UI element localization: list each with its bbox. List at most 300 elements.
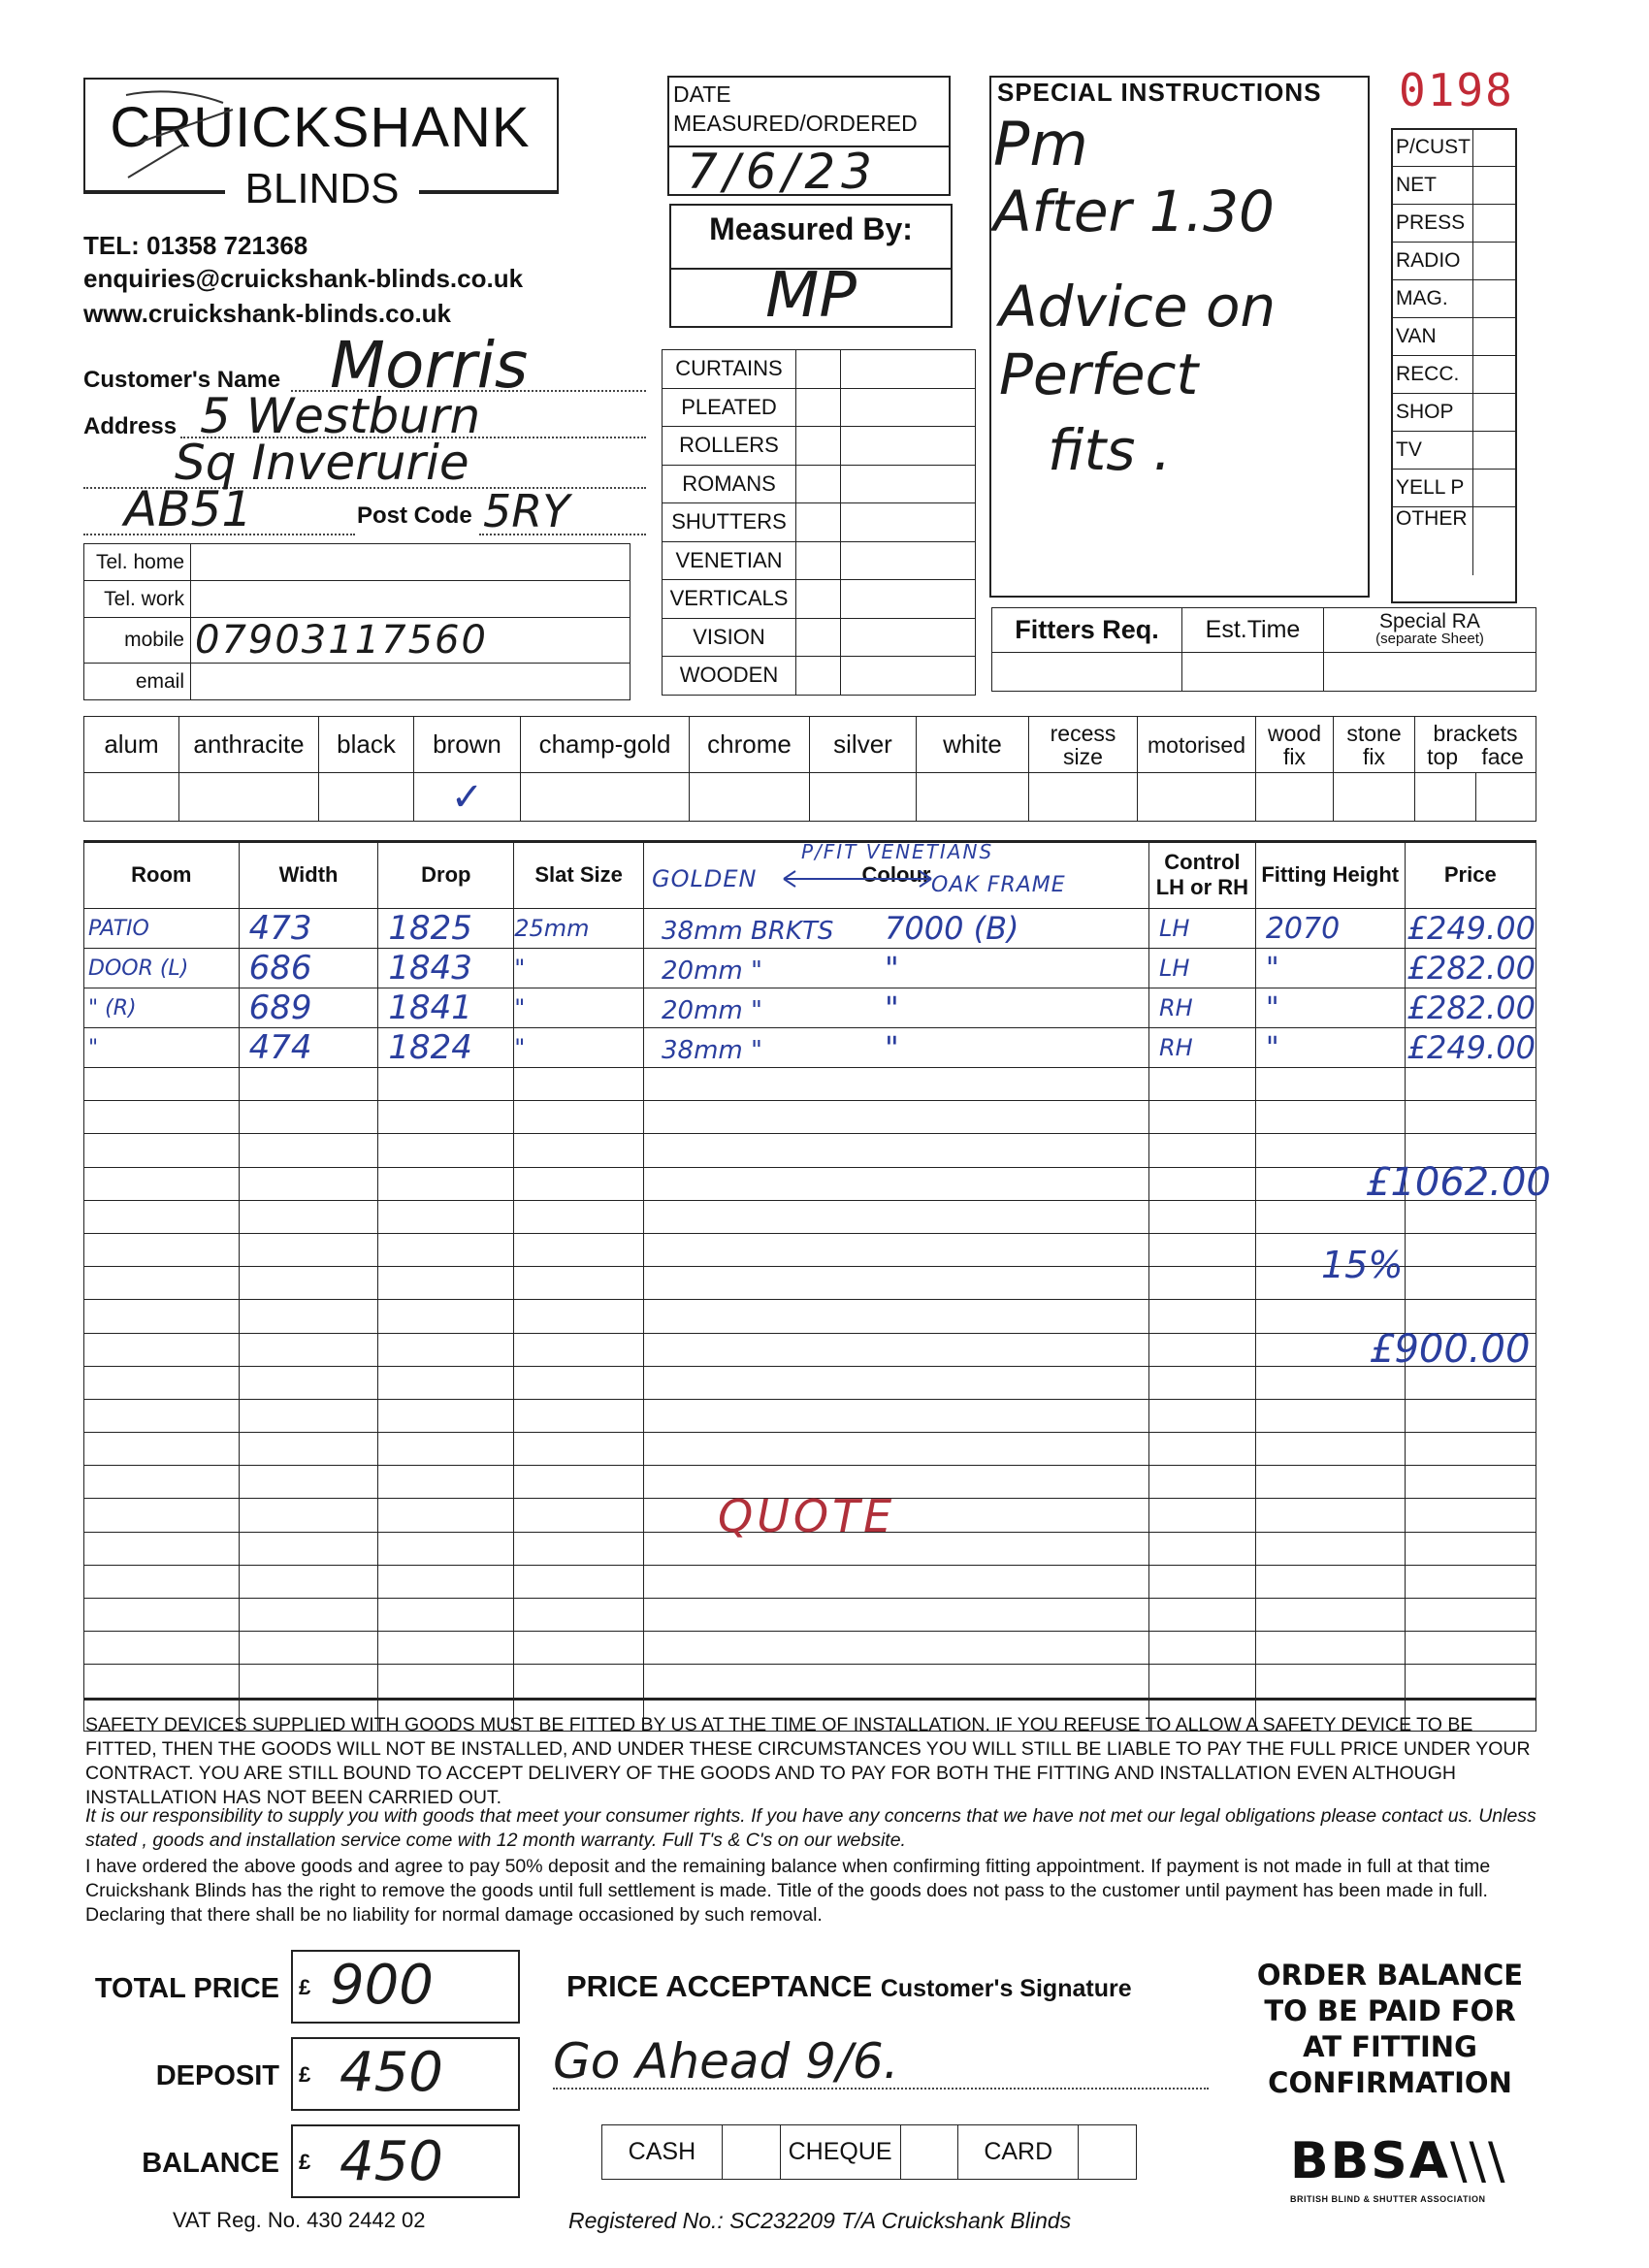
- product-notes[interactable]: [841, 350, 976, 389]
- empty-cell[interactable]: [644, 1200, 1149, 1233]
- balance-value[interactable]: 450: [340, 2130, 443, 2193]
- empty-cell[interactable]: [644, 1599, 1149, 1632]
- empty-cell[interactable]: [1255, 1399, 1405, 1432]
- table-row: [84, 1366, 1536, 1399]
- empty-cell[interactable]: [1255, 1433, 1405, 1466]
- empty-cell[interactable]: [239, 1499, 378, 1532]
- empty-cell[interactable]: [1255, 1466, 1405, 1499]
- empty-cell[interactable]: [239, 1433, 378, 1466]
- empty-cell[interactable]: [84, 1333, 240, 1366]
- product-check[interactable]: [796, 541, 841, 580]
- empty-cell[interactable]: [1148, 1333, 1255, 1366]
- empty-cell[interactable]: [1255, 1068, 1405, 1101]
- empty-cell[interactable]: [514, 1134, 644, 1167]
- empty-cell[interactable]: [84, 1366, 240, 1399]
- empty-cell[interactable]: [1405, 1665, 1536, 1698]
- empty-cell[interactable]: [84, 1068, 240, 1101]
- cell-price[interactable]: £282.00: [1405, 988, 1536, 1028]
- fitters-req-label: Fitters Req.: [992, 608, 1182, 653]
- grid-header-width: Width: [239, 841, 378, 909]
- empty-cell[interactable]: [1148, 1466, 1255, 1499]
- address-label: Address: [83, 413, 178, 439]
- product-row: [663, 350, 976, 389]
- colour-arrow-icon: [776, 863, 941, 892]
- empty-cell[interactable]: [1148, 1399, 1255, 1432]
- empty-cell[interactable]: [514, 1300, 644, 1333]
- empty-cell[interactable]: [378, 1101, 514, 1134]
- discount-note: 15%: [1321, 1244, 1404, 1286]
- company-tel: TEL: 01358 721368: [83, 231, 308, 260]
- empty-cell[interactable]: [644, 1233, 1149, 1266]
- empty-cell[interactable]: [1405, 1399, 1536, 1432]
- empty-cell[interactable]: [1148, 1267, 1255, 1300]
- wood-fix-value[interactable]: [1256, 773, 1334, 822]
- empty-cell[interactable]: [84, 1200, 240, 1233]
- empty-cell[interactable]: [239, 1599, 378, 1632]
- empty-cell[interactable]: [1148, 1599, 1255, 1632]
- cell-price[interactable]: £249.00: [1405, 1028, 1536, 1068]
- payment-method-check-cash[interactable]: [722, 2125, 780, 2180]
- payment-method-check-card[interactable]: [1079, 2125, 1137, 2180]
- colour-option-chrome: chrome: [690, 717, 810, 773]
- company-email[interactable]: enquiries@cruickshank-blinds.co.uk: [83, 264, 524, 293]
- product-notes[interactable]: [841, 657, 976, 696]
- empty-cell[interactable]: [644, 1632, 1149, 1665]
- empty-cell[interactable]: [378, 1632, 514, 1665]
- colour-check-silver[interactable]: [810, 773, 917, 822]
- empty-cell[interactable]: [1405, 1565, 1536, 1598]
- grid-header-slat-size: Slat Size: [514, 841, 644, 909]
- motorised-label: motorised: [1138, 717, 1256, 773]
- mobile-value[interactable]: 07903117560: [191, 618, 630, 664]
- empty-cell[interactable]: [378, 1233, 514, 1266]
- product-row: [663, 503, 976, 542]
- product-notes[interactable]: [841, 427, 976, 466]
- empty-cell[interactable]: [84, 1532, 240, 1565]
- table-row: [84, 1599, 1536, 1632]
- empty-cell[interactable]: [378, 1433, 514, 1466]
- empty-cell[interactable]: [1255, 1632, 1405, 1665]
- date-value[interactable]: 7/6/23: [687, 144, 878, 200]
- date-label-1: DATE: [673, 81, 731, 107]
- empty-cell[interactable]: [378, 1167, 514, 1200]
- vat-number: VAT Reg. No. 430 2442 02: [173, 2208, 426, 2232]
- empty-cell[interactable]: [1148, 1632, 1255, 1665]
- empty-cell[interactable]: [1255, 1565, 1405, 1598]
- empty-cell[interactable]: [1405, 1200, 1536, 1233]
- mobile-label: mobile: [84, 618, 191, 664]
- legal-terms: I have ordered the above goods and agree to pay 50% deposit and the remaining balance when confirming fitting appointment. If payment is not made in full at that time Cruickshank Blinds has the right to remove the goods until full settlement is made. Title of the goods does not pass to the customer until payment has been made in full. Declaring that there shall be no liability for normal damage occasioned by such removal.: [85, 1856, 1491, 1926]
- cell-colour[interactable]: [644, 909, 1149, 949]
- total-price-value[interactable]: 900: [330, 1954, 434, 2017]
- product-notes[interactable]: [841, 465, 976, 503]
- cell-room[interactable]: PATIO: [84, 909, 240, 949]
- cell-control[interactable]: LH: [1148, 949, 1255, 988]
- brackets-face-value[interactable]: [1475, 773, 1536, 822]
- empty-cell[interactable]: [1405, 1599, 1536, 1632]
- empty-cell[interactable]: [378, 1399, 514, 1432]
- balance-label: BALANCE: [142, 2148, 279, 2179]
- empty-cell[interactable]: [378, 1068, 514, 1101]
- instruction-line-4[interactable]: Perfect: [999, 341, 1199, 407]
- measured-by-label: Measured By:: [709, 211, 913, 246]
- empty-cell[interactable]: [239, 1300, 378, 1333]
- table-row: [84, 1300, 1536, 1333]
- cell-drop[interactable]: 1825: [378, 909, 514, 949]
- empty-cell[interactable]: [378, 1366, 514, 1399]
- colour-options: [83, 716, 1536, 822]
- special-ra-value[interactable]: [1324, 653, 1536, 692]
- payment-method-check-cheque[interactable]: [900, 2125, 958, 2180]
- empty-cell[interactable]: [1148, 1665, 1255, 1698]
- empty-cell[interactable]: [239, 1167, 378, 1200]
- empty-cell[interactable]: [239, 1233, 378, 1266]
- postcode-value[interactable]: 5RY: [483, 485, 570, 537]
- empty-cell[interactable]: [378, 1466, 514, 1499]
- empty-cell[interactable]: [1148, 1300, 1255, 1333]
- empty-cell[interactable]: [514, 1233, 644, 1266]
- empty-cell[interactable]: [514, 1200, 644, 1233]
- grid-header-fitting-height: Fitting Height: [1255, 841, 1405, 909]
- empty-cell[interactable]: [84, 1167, 240, 1200]
- empty-cell[interactable]: [84, 1134, 240, 1167]
- empty-cell[interactable]: [514, 1333, 644, 1366]
- empty-cell[interactable]: [239, 1134, 378, 1167]
- cell-drop[interactable]: 1824: [378, 1028, 514, 1068]
- est-time-value[interactable]: [1182, 653, 1324, 692]
- empty-cell[interactable]: [1405, 1233, 1536, 1266]
- cell-width[interactable]: 473: [239, 909, 378, 949]
- product-row: [663, 465, 976, 503]
- empty-cell[interactable]: [1148, 1366, 1255, 1399]
- product-check[interactable]: [796, 503, 841, 542]
- instruction-line-5[interactable]: fits .: [1048, 417, 1172, 483]
- empty-cell[interactable]: [644, 1399, 1149, 1432]
- recess-size-label: recess size: [1029, 717, 1138, 773]
- empty-cell[interactable]: [644, 1333, 1149, 1366]
- table-row: [84, 988, 1536, 1028]
- recess-size-value[interactable]: [1029, 773, 1138, 822]
- source-label: PRESS: [1392, 205, 1473, 243]
- product-check[interactable]: [796, 618, 841, 657]
- empty-cell[interactable]: [1255, 1200, 1405, 1233]
- source-list-frame: [1391, 128, 1517, 603]
- product-check[interactable]: [796, 388, 841, 427]
- empty-cell[interactable]: [1255, 1532, 1405, 1565]
- empty-cell[interactable]: [514, 1665, 644, 1698]
- empty-cell[interactable]: [1148, 1433, 1255, 1466]
- cell-control[interactable]: RH: [1148, 1028, 1255, 1068]
- empty-cell[interactable]: [378, 1134, 514, 1167]
- cell-fitting-height[interactable]: 2070: [1255, 909, 1405, 949]
- empty-cell[interactable]: [514, 1267, 644, 1300]
- empty-cell[interactable]: [1405, 1267, 1536, 1300]
- postcode-label: Post Code: [357, 502, 472, 529]
- special-ra-label: Special RA: [1379, 609, 1480, 632]
- cell-width[interactable]: 689: [239, 988, 378, 1028]
- empty-cell[interactable]: [1255, 1101, 1405, 1134]
- empty-cell[interactable]: [84, 1665, 240, 1698]
- empty-cell[interactable]: [644, 1300, 1149, 1333]
- brackets-top-value[interactable]: [1415, 773, 1476, 822]
- empty-cell[interactable]: [378, 1267, 514, 1300]
- empty-cell[interactable]: [84, 1101, 240, 1134]
- empty-cell[interactable]: [1255, 1665, 1405, 1698]
- empty-cell[interactable]: [644, 1366, 1149, 1399]
- colour-annotation-right: OAK FRAME: [931, 873, 1066, 897]
- empty-cell[interactable]: [1148, 1499, 1255, 1532]
- table-row: [84, 1167, 1536, 1200]
- source-label: MAG.: [1392, 280, 1473, 318]
- empty-cell[interactable]: [84, 1499, 240, 1532]
- empty-cell[interactable]: [84, 1565, 240, 1598]
- empty-cell[interactable]: [378, 1532, 514, 1565]
- product-label: WOODEN: [663, 657, 796, 696]
- logo-name-top: CRUICKSHANK: [110, 96, 531, 159]
- empty-cell[interactable]: [378, 1200, 514, 1233]
- product-check[interactable]: [796, 350, 841, 389]
- cell-fitting-height[interactable]: ": [1255, 949, 1405, 988]
- address-value-3[interactable]: AB51: [124, 481, 253, 537]
- product-check[interactable]: [796, 657, 841, 696]
- product-check[interactable]: [796, 465, 841, 503]
- empty-cell[interactable]: [514, 1366, 644, 1399]
- email-value[interactable]: [191, 664, 630, 700]
- empty-cell[interactable]: [644, 1433, 1149, 1466]
- empty-cell[interactable]: [84, 1599, 240, 1632]
- cell-control[interactable]: RH: [1148, 988, 1255, 1028]
- address-value-1[interactable]: 5 Westburn: [200, 388, 481, 444]
- empty-cell[interactable]: [239, 1565, 378, 1598]
- empty-cell[interactable]: [1255, 1599, 1405, 1632]
- empty-cell[interactable]: [239, 1366, 378, 1399]
- empty-cell[interactable]: [514, 1433, 644, 1466]
- empty-cell[interactable]: [1148, 1532, 1255, 1565]
- table-row: [84, 1267, 1536, 1300]
- phone-table: [83, 543, 630, 700]
- fitters-req-value[interactable]: [992, 653, 1182, 692]
- empty-cell[interactable]: [514, 1167, 644, 1200]
- empty-cell[interactable]: [514, 1632, 644, 1665]
- empty-cell[interactable]: [84, 1300, 240, 1333]
- empty-cell[interactable]: [1148, 1101, 1255, 1134]
- table-row: [84, 1028, 1536, 1068]
- motorised-value[interactable]: [1138, 773, 1256, 822]
- empty-cell[interactable]: [239, 1200, 378, 1233]
- empty-cell[interactable]: [514, 1068, 644, 1101]
- cell-width[interactable]: 474: [239, 1028, 378, 1068]
- empty-cell[interactable]: [1255, 1499, 1405, 1532]
- empty-cell[interactable]: [514, 1499, 644, 1532]
- colour-option-champ-gold: champ-gold: [521, 717, 690, 773]
- empty-cell[interactable]: [644, 1134, 1149, 1167]
- empty-cell[interactable]: [239, 1532, 378, 1565]
- wood-fix-label: wood fix: [1256, 717, 1334, 773]
- empty-cell[interactable]: [378, 1300, 514, 1333]
- empty-cell[interactable]: [1405, 1101, 1536, 1134]
- empty-cell[interactable]: [239, 1068, 378, 1101]
- empty-cell[interactable]: [644, 1101, 1149, 1134]
- total-price-label: TOTAL PRICE: [94, 1973, 279, 2004]
- empty-cell[interactable]: [84, 1466, 240, 1499]
- instruction-line-1[interactable]: Pm: [993, 109, 1088, 179]
- empty-cell[interactable]: [84, 1632, 240, 1665]
- product-notes[interactable]: [841, 388, 976, 427]
- empty-cell[interactable]: [239, 1665, 378, 1698]
- customer-name-value[interactable]: Morris: [330, 328, 529, 403]
- cell-drop[interactable]: 1843: [378, 949, 514, 988]
- bbsa-slashes-icon: \\\: [1449, 2132, 1507, 2190]
- product-label: VERTICALS: [663, 580, 796, 619]
- empty-cell[interactable]: [1405, 1068, 1536, 1101]
- table-row: [84, 1433, 1536, 1466]
- empty-cell[interactable]: [514, 1532, 644, 1565]
- product-check[interactable]: [796, 580, 841, 619]
- empty-cell[interactable]: [514, 1466, 644, 1499]
- empty-cell[interactable]: [378, 1333, 514, 1366]
- empty-cell[interactable]: [84, 1433, 240, 1466]
- empty-cell[interactable]: [1405, 1499, 1536, 1532]
- empty-cell[interactable]: [644, 1565, 1149, 1598]
- empty-cell[interactable]: [378, 1565, 514, 1598]
- empty-cell[interactable]: [644, 1267, 1149, 1300]
- product-notes[interactable]: [841, 541, 976, 580]
- empty-cell[interactable]: [1148, 1565, 1255, 1598]
- colour-option-black: black: [319, 717, 414, 773]
- empty-cell[interactable]: [239, 1399, 378, 1432]
- table-row: [84, 1399, 1536, 1432]
- product-label: PLEATED: [663, 388, 796, 427]
- colour-check-alum[interactable]: [84, 773, 179, 822]
- colour-check-champ-gold[interactable]: [521, 773, 690, 822]
- empty-cell[interactable]: [1148, 1167, 1255, 1200]
- empty-cell[interactable]: [514, 1599, 644, 1632]
- cell-colour[interactable]: [644, 1028, 1149, 1068]
- empty-cell[interactable]: [239, 1333, 378, 1366]
- empty-cell[interactable]: [1148, 1068, 1255, 1101]
- final-note: £900.00: [1370, 1327, 1531, 1372]
- colour-check-chrome[interactable]: [690, 773, 810, 822]
- empty-cell[interactable]: [378, 1599, 514, 1632]
- empty-cell[interactable]: [1405, 1532, 1536, 1565]
- logo-strike-icon: [116, 85, 262, 192]
- product-check[interactable]: [796, 427, 841, 466]
- empty-cell[interactable]: [514, 1399, 644, 1432]
- empty-cell[interactable]: [1148, 1200, 1255, 1233]
- cell-fitting-height[interactable]: ": [1255, 1028, 1405, 1068]
- empty-cell[interactable]: [84, 1399, 240, 1432]
- customer-signature[interactable]: Go Ahead 9/6.: [553, 2033, 899, 2090]
- colour-check-anthracite[interactable]: [179, 773, 319, 822]
- cell-colour[interactable]: [644, 949, 1149, 988]
- product-notes[interactable]: [841, 618, 976, 657]
- cell-colour-b: ": [885, 989, 899, 1026]
- empty-cell[interactable]: [644, 1167, 1149, 1200]
- empty-cell[interactable]: [239, 1632, 378, 1665]
- empty-cell[interactable]: [514, 1565, 644, 1598]
- order-balance-line-2: TO BE PAID FOR: [1264, 1994, 1516, 2027]
- cell-room[interactable]: " (R): [84, 988, 240, 1028]
- empty-cell[interactable]: [514, 1101, 644, 1134]
- colour-check-brown-selected[interactable]: ✓: [414, 773, 521, 822]
- email-label: email: [84, 664, 191, 700]
- empty-cell[interactable]: [239, 1466, 378, 1499]
- tel-work-value[interactable]: [191, 581, 630, 618]
- empty-cell[interactable]: [1405, 1632, 1536, 1665]
- product-notes[interactable]: [841, 580, 976, 619]
- cell-fitting-height[interactable]: ": [1255, 988, 1405, 1028]
- table-row: [84, 1200, 1536, 1233]
- empty-cell[interactable]: [1148, 1233, 1255, 1266]
- empty-cell[interactable]: [84, 1233, 240, 1266]
- price-acceptance-text: PRICE ACCEPTANCE: [566, 1969, 873, 2003]
- empty-cell[interactable]: [1405, 1466, 1536, 1499]
- logo-rule-right: [417, 190, 559, 192]
- cell-colour[interactable]: [644, 988, 1149, 1028]
- instruction-line-2[interactable]: After 1.30: [993, 178, 1275, 244]
- product-row: [663, 618, 976, 657]
- cell-slat[interactable]: ": [514, 949, 644, 988]
- cell-slat[interactable]: ": [514, 1028, 644, 1068]
- tel-home-value[interactable]: [191, 544, 630, 581]
- cell-control[interactable]: LH: [1148, 909, 1255, 949]
- cell-room[interactable]: ": [84, 1028, 240, 1068]
- cell-slat[interactable]: 25mm: [514, 909, 644, 949]
- payment-method-cheque: CHEQUE: [780, 2125, 900, 2180]
- stone-fix-value[interactable]: [1334, 773, 1415, 822]
- deposit-value[interactable]: 450: [340, 2041, 443, 2104]
- price-acceptance-title: [566, 1969, 1132, 2004]
- empty-cell[interactable]: [378, 1665, 514, 1698]
- instruction-line-3[interactable]: Advice on: [999, 274, 1277, 340]
- cell-drop[interactable]: 1841: [378, 988, 514, 1028]
- empty-cell[interactable]: [644, 1665, 1149, 1698]
- legal-consumer: It is our responsibility to supply you with goods that meet your consumer rights. If you have any concerns that we have not met our legal obligations please contact us. Unless stated , goods and installation service come with 12 month warranty. Full T's & C's on our website.: [85, 1805, 1536, 1851]
- empty-cell[interactable]: [239, 1101, 378, 1134]
- source-label: NET: [1392, 167, 1473, 205]
- cell-price[interactable]: £282.00: [1405, 949, 1536, 988]
- payment-method-cash: CASH: [602, 2125, 723, 2180]
- deposit-label: DEPOSIT: [155, 2060, 279, 2091]
- cell-slat[interactable]: ": [514, 988, 644, 1028]
- cell-price[interactable]: £249.00: [1405, 909, 1536, 949]
- cell-room[interactable]: DOOR (L): [84, 949, 240, 988]
- empty-cell[interactable]: [84, 1267, 240, 1300]
- source-label: RADIO: [1392, 243, 1473, 280]
- empty-cell[interactable]: [239, 1267, 378, 1300]
- source-label: P/CUST: [1392, 129, 1473, 167]
- address-value-2[interactable]: Sq Inverurie: [175, 435, 469, 491]
- cell-colour-a: 38mm ": [662, 1036, 762, 1065]
- company-web[interactable]: www.cruickshank-blinds.co.uk: [83, 299, 452, 328]
- cell-colour-a: 20mm ": [662, 956, 762, 986]
- colour-check-white[interactable]: [917, 773, 1029, 822]
- empty-cell[interactable]: [644, 1068, 1149, 1101]
- empty-cell[interactable]: [1405, 1433, 1536, 1466]
- grid-header-drop: Drop: [378, 841, 514, 909]
- empty-cell[interactable]: [378, 1499, 514, 1532]
- brackets-header: [1415, 717, 1536, 773]
- colour-check-black[interactable]: [319, 773, 414, 822]
- cell-colour-a: 20mm ": [662, 996, 762, 1025]
- order-balance-line-4: CONFIRMATION: [1268, 2066, 1512, 2099]
- cell-width[interactable]: 686: [239, 949, 378, 988]
- product-notes[interactable]: [841, 503, 976, 542]
- measured-by-value[interactable]: MP: [765, 260, 857, 332]
- product-label: CURTAINS: [663, 350, 796, 389]
- empty-cell[interactable]: [1148, 1134, 1255, 1167]
- colour-option-anthracite: anthracite: [179, 717, 319, 773]
